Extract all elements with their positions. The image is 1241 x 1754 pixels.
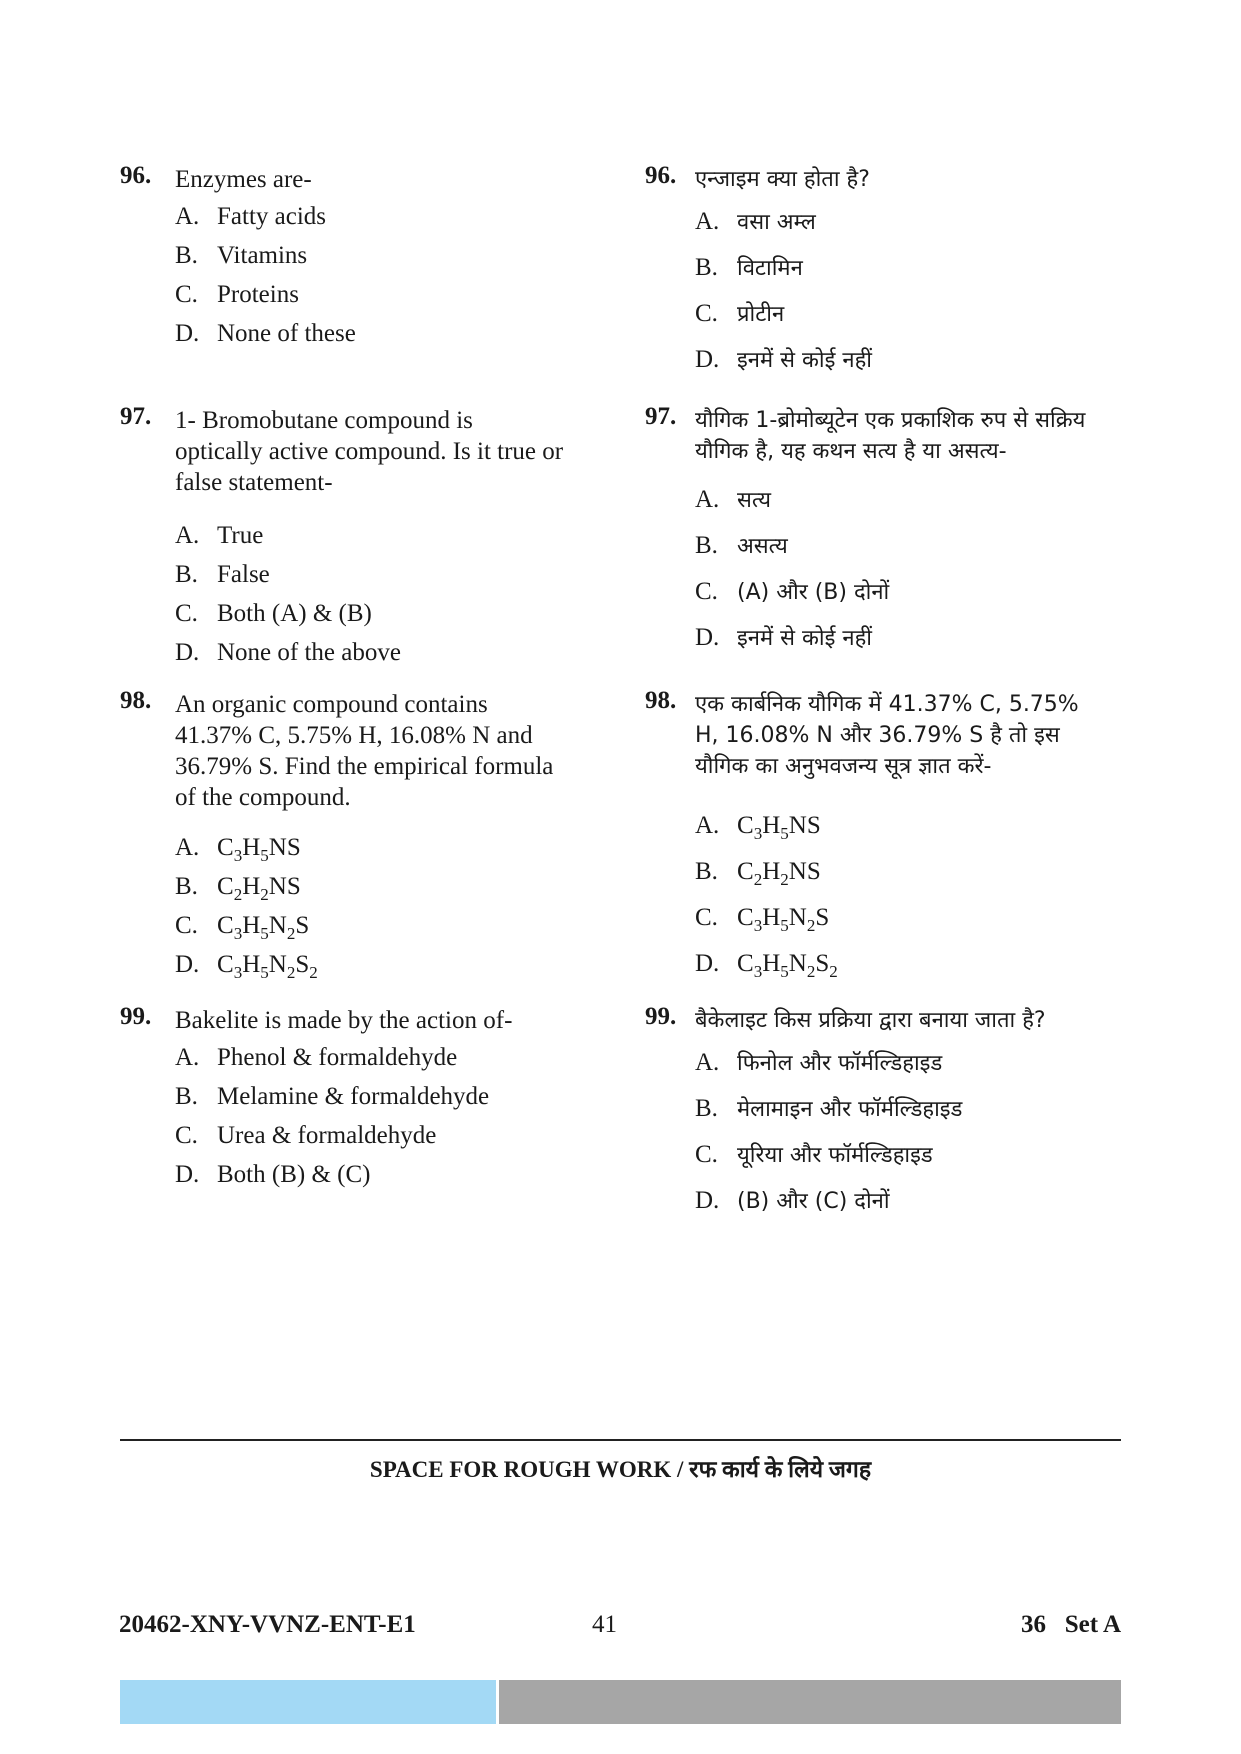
footer-paper-code: 20462-XNY-VVNZ-ENT-E1 — [119, 1611, 416, 1638]
option-letter: C. — [695, 300, 718, 327]
option-text: $C_3H_5NS$ — [737, 812, 821, 843]
question-text-line: of the compound. — [175, 784, 351, 811]
question-text — [695, 1005, 1046, 1036]
option-text: मेलामाइन और फॉर्मल्डिहाइड — [737, 1097, 963, 1122]
option-letter: C. — [175, 912, 198, 939]
option-d — [695, 1186, 890, 1217]
option-b — [695, 253, 803, 284]
option-letter: C. — [175, 1122, 198, 1149]
option-letter: A. — [175, 834, 200, 861]
footer-color-bar-blue — [120, 1680, 496, 1724]
option-a — [695, 485, 771, 516]
option-text: Fatty acids — [217, 203, 327, 230]
option-text: (A) और (B) दोनों — [737, 580, 890, 605]
option-a — [695, 207, 816, 238]
option-text: सत्य — [737, 488, 772, 513]
option-letter: D. — [695, 624, 720, 651]
rough-work-label: SPACE FOR ROUGH WORK / रफ कार्य के लिये जगह — [369, 1457, 872, 1482]
option-c — [695, 577, 889, 608]
option-letter: B. — [175, 1083, 198, 1110]
question-text-line: H, 16.08% N और 36.79% S है तो इस — [695, 723, 1060, 748]
option-text: $C_2H_2NS$ — [217, 873, 301, 904]
option-c — [175, 280, 299, 310]
question-text — [695, 405, 1085, 467]
question-text — [695, 164, 870, 195]
option-letter: A. — [175, 203, 200, 230]
option-text: Both (A) & (B) — [217, 600, 372, 627]
question-text-line: एक कार्बनिक यौगिक में 41.37% C, 5.75% — [695, 692, 1079, 717]
option-text: फिनोल और फॉर्मल्डिहाइड — [737, 1051, 943, 1076]
option-text: True — [217, 522, 264, 549]
option-d — [175, 319, 356, 349]
option-text: यूरिया और फॉर्मल्डिहाइड — [737, 1143, 933, 1168]
question-text — [175, 689, 553, 813]
option-letter: D. — [175, 639, 200, 666]
option-text: विटामिन — [737, 256, 803, 281]
option-text: Melamine & formaldehyde — [217, 1083, 490, 1110]
option-letter: A. — [695, 208, 720, 235]
option-letter: D. — [175, 1161, 200, 1188]
option-c — [695, 903, 829, 934]
option-d — [695, 949, 838, 980]
option-text: इनमें से कोई नहीं — [737, 348, 873, 373]
question-number: 96. — [120, 162, 152, 189]
option-text: Urea & formaldehyde — [217, 1122, 437, 1149]
option-c — [695, 1140, 933, 1171]
option-letter: D. — [695, 1187, 720, 1214]
option-letter: B. — [695, 1095, 718, 1122]
option-a — [175, 833, 301, 863]
question-text-line: बैकेलाइट किस प्रक्रिया द्वारा बनाया जाता है? — [695, 1008, 1046, 1033]
question-text-line: An organic compound contains — [175, 691, 488, 718]
option-letter: C. — [695, 578, 718, 605]
question-text-line: Bakelite is made by the action of- — [175, 1007, 513, 1034]
option-d — [695, 623, 872, 654]
option-letter: D. — [175, 320, 200, 347]
option-text: $C_3H_5N_2S_2$ — [737, 950, 838, 981]
rough-work-divider — [120, 1439, 1121, 1441]
question-text-line: 1- Bromobutane compound is — [175, 407, 473, 434]
question-text-line: एन्जाइम क्या होता है? — [695, 167, 870, 192]
option-d — [175, 638, 401, 668]
option-b — [695, 1094, 962, 1125]
option-text: Phenol & formaldehyde — [217, 1044, 458, 1071]
option-b — [175, 872, 301, 902]
question-number: 99. — [120, 1003, 152, 1030]
option-a — [175, 521, 263, 551]
question-text — [175, 164, 312, 195]
option-text: None of the above — [217, 639, 401, 666]
option-letter: C. — [175, 600, 198, 627]
option-c — [695, 299, 784, 330]
option-letter: A. — [175, 522, 200, 549]
footer-page-number: 41 — [592, 1611, 617, 1638]
option-b — [175, 241, 307, 271]
option-letter: B. — [175, 873, 198, 900]
option-text: प्रोटीन — [737, 302, 785, 327]
option-text: $C_3H_5N_2S_2$ — [217, 951, 318, 982]
option-d — [175, 1160, 370, 1190]
option-letter: A. — [695, 1049, 720, 1076]
question-number: 98. — [645, 687, 677, 714]
question-text-line: यौगिक है, यह कथन सत्य है या असत्य- — [695, 439, 1007, 464]
option-letter: B. — [695, 254, 718, 281]
option-a — [695, 1048, 942, 1079]
option-letter: C. — [175, 281, 198, 308]
option-letter: C. — [695, 904, 718, 931]
option-letter: C. — [695, 1141, 718, 1168]
option-letter: B. — [695, 532, 718, 559]
footer-color-bar-gray — [499, 1680, 1121, 1724]
option-a — [695, 811, 821, 842]
option-a — [175, 202, 326, 232]
question-text-line: false statement- — [175, 469, 333, 496]
option-b — [175, 560, 270, 590]
option-letter: A. — [695, 486, 720, 513]
option-text: वसा अम्ल — [737, 210, 816, 235]
option-text: असत्य — [737, 534, 788, 559]
option-b — [695, 531, 788, 562]
option-text: Proteins — [217, 281, 299, 308]
option-d — [695, 345, 872, 376]
option-b — [695, 857, 821, 888]
option-text: Vitamins — [217, 242, 308, 269]
option-text: False — [217, 561, 270, 588]
question-number: 97. — [645, 403, 677, 430]
question-text — [175, 1005, 512, 1036]
option-letter: B. — [175, 561, 198, 588]
option-text: $C_3H_5NS$ — [217, 834, 301, 865]
question-text-line: Enzymes are- — [175, 166, 312, 193]
footer-set-label: 36 Set A — [1021, 1611, 1121, 1638]
question-text-line: यौगिक का अनुभवजन्य सूत्र ज्ञात करें- — [695, 754, 992, 779]
option-letter: D. — [695, 346, 720, 373]
option-c — [175, 599, 372, 629]
option-letter: B. — [695, 858, 718, 885]
option-a — [175, 1043, 457, 1073]
option-text: $C_3H_5N_2S$ — [217, 912, 310, 943]
option-text: None of these — [217, 320, 356, 347]
question-text-line: 36.79% S. Find the empirical formula — [175, 753, 554, 780]
option-text: इनमें से कोई नहीं — [737, 626, 873, 651]
option-letter: A. — [695, 812, 720, 839]
option-text: $C_2H_2NS$ — [737, 858, 821, 889]
option-text: Both (B) & (C) — [217, 1161, 371, 1188]
question-number: 97. — [120, 403, 152, 430]
question-number: 96. — [645, 162, 677, 189]
option-c — [175, 911, 309, 941]
question-text-line: 41.37% C, 5.75% H, 16.08% N and — [175, 722, 533, 749]
question-number: 99. — [645, 1003, 677, 1030]
option-b — [175, 1082, 489, 1112]
option-c — [175, 1121, 436, 1151]
question-text-line: optically active compound. Is it true or — [175, 438, 564, 465]
option-text: $C_3H_5N_2S$ — [737, 904, 830, 935]
question-text — [695, 689, 1079, 782]
option-letter: D. — [695, 950, 720, 977]
option-letter: D. — [175, 951, 200, 978]
question-text-line: यौगिक 1-ब्रोमोब्यूटेन एक प्रकाशिक रुप से सक्रिय — [695, 408, 1086, 433]
option-letter: A. — [175, 1044, 200, 1071]
option-letter: B. — [175, 242, 198, 269]
option-text: (B) और (C) दोनों — [737, 1189, 890, 1214]
question-text — [175, 405, 563, 498]
option-d — [175, 950, 318, 980]
question-number: 98. — [120, 687, 152, 714]
